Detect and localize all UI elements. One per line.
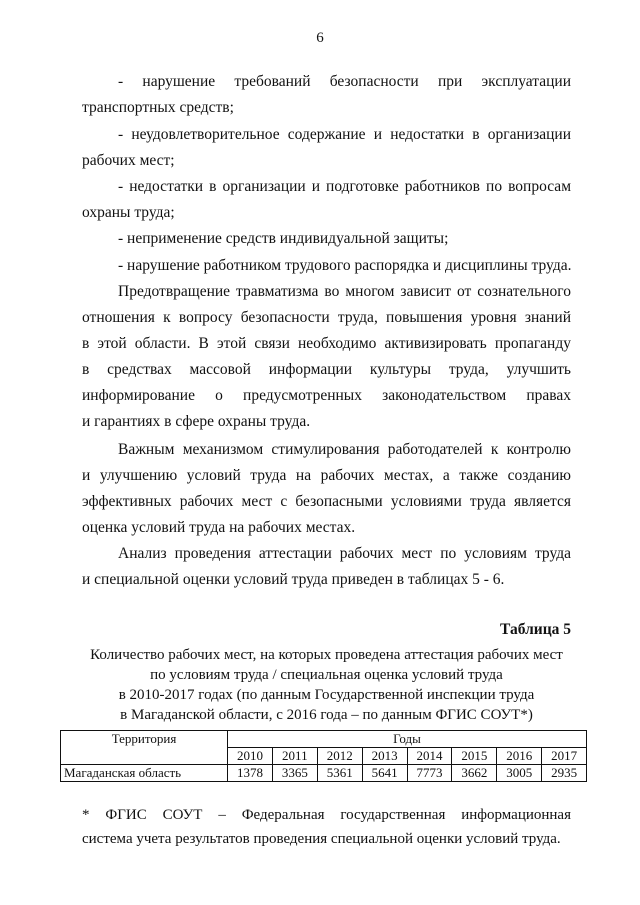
list-item-1-line-2: транспортных средств;: [82, 99, 234, 116]
table-caption-line-2: по условиям труда / специальная оценка условий труда: [150, 667, 503, 683]
value-cell: 3662: [452, 765, 497, 782]
year-cell: 2013: [362, 748, 407, 765]
value-cell: 1378: [228, 765, 273, 782]
row-name-cell: Магаданская область: [61, 765, 228, 782]
table-caption-line-4: в Магаданской области, с 2016 года – по данным ФГИС СОУТ*): [120, 707, 533, 723]
table-caption-line-3: в 2010-2017 годах (по данным Государственной инспекции труда: [118, 687, 535, 703]
value-cell: 5641: [362, 765, 407, 782]
list-item-4: - неприменение средств индивидуальной защиты;: [118, 230, 449, 247]
year-cell: 2017: [542, 748, 587, 765]
paragraph-2-line-3: эффективных рабочих мест с безопасными условиями труда является: [82, 493, 571, 510]
table-label: Таблица 5: [500, 621, 571, 638]
paragraph-1-line-5: информирование о предусмотренных законодательством правах: [82, 387, 571, 404]
table-caption-line-1: Количество рабочих мест, на которых проведена аттестация рабочих мест: [90, 647, 563, 663]
data-table: [60, 730, 587, 782]
paragraph-1-line-3: в этой области. В этой связи необходимо активизировать пропаганду: [82, 335, 571, 352]
paragraph-1-line-2: отношения к вопросу безопасности труда, повышения уровня знаний: [82, 309, 571, 326]
year-cell: 2015: [452, 748, 497, 765]
footnote-line-1: * ФГИС СОУТ – Федеральная государственная информационная: [82, 807, 571, 823]
list-item-1-line-1: - нарушение требований безопасности при эксплуатации: [118, 73, 571, 90]
paragraph-2-line-4: оценка условий труда на рабочих местах.: [82, 519, 356, 536]
paragraph-1-line-4: в средствах массовой информации культуры труда, улучшить: [82, 361, 571, 378]
paragraph-1-line-1: Предотвращение травматизма во многом зависит от сознательного: [118, 283, 571, 300]
value-cell: 3005: [497, 765, 542, 782]
value-cell: 3365: [272, 765, 317, 782]
list-item-3-line-2: охраны труда;: [82, 204, 175, 221]
year-cell: 2012: [317, 748, 362, 765]
value-cell: 2935: [542, 765, 587, 782]
table-header-row: [61, 731, 587, 748]
table-row: [61, 765, 587, 782]
year-cell: 2016: [497, 748, 542, 765]
paragraph-1-line-6: и гарантиях в сфере охраны труда.: [82, 413, 311, 430]
year-cell: 2010: [228, 748, 273, 765]
list-item-3-line-1: - недостатки в организации и подготовке работников по вопросам: [118, 178, 571, 195]
header-years: Годы: [228, 731, 587, 748]
footnote-line-2: система учета результатов проведения специальной оценки условий труда.: [82, 831, 561, 847]
paragraph-2-line-1: Важным механизмом стимулирования работодателей к контролю: [118, 441, 571, 458]
list-item-5: - нарушение работником трудового распорядка и дисциплины труда.: [118, 257, 572, 274]
value-cell: 5361: [317, 765, 362, 782]
page-number: 6: [316, 30, 324, 46]
value-cell: 7773: [407, 765, 452, 782]
year-cell: 2014: [407, 748, 452, 765]
list-item-2-line-2: рабочих мест;: [82, 152, 175, 169]
year-cell: 2011: [272, 748, 317, 765]
paragraph-3-line-1: Анализ проведения аттестации рабочих мест по условиям труда: [118, 545, 571, 562]
header-territory: Территория: [61, 731, 228, 765]
list-item-2-line-1: - неудовлетворительное содержание и недостатки в организации: [118, 126, 571, 143]
paragraph-2-line-2: и улучшению условий труда на рабочих местах, а также созданию: [82, 467, 571, 484]
paragraph-3-line-2: и специальной оценки условий труда приведен в таблицах 5 - 6.: [82, 571, 505, 588]
